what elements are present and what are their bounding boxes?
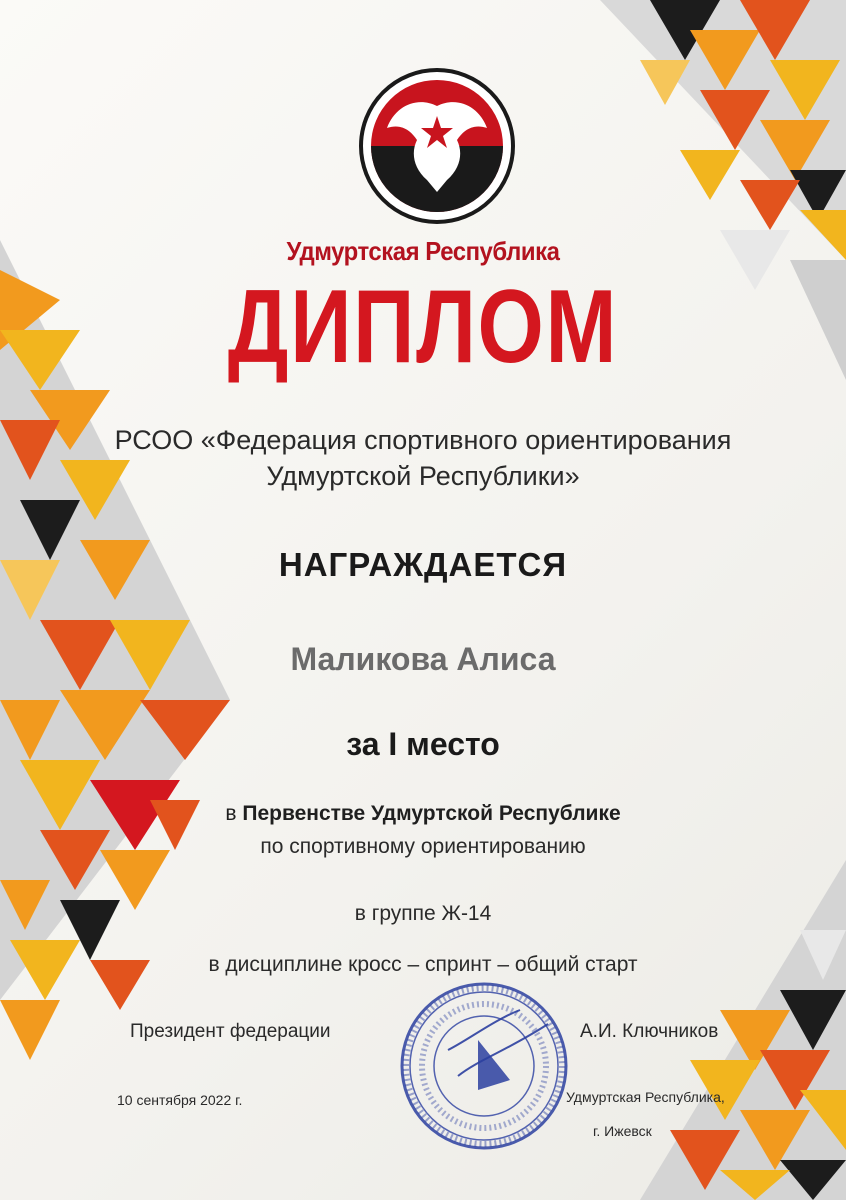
place-label: за I место <box>346 726 500 762</box>
organization-line-1: РСОО «Федерация спортивного ориентирования <box>114 425 732 455</box>
issue-place-region: Удмуртская Республика, <box>566 1089 725 1105</box>
recipient-name: Маликова Алиса <box>290 641 556 677</box>
organization-name <box>0 422 846 494</box>
issue-date: 10 сентября 2022 г. <box>117 1092 243 1108</box>
region-title: Удмуртская Республика <box>286 236 560 266</box>
signature-name: А.И. Ключников <box>580 1021 719 1042</box>
round-seal-icon <box>398 980 570 1152</box>
issue-place-city: г. Ижевск <box>593 1123 652 1139</box>
signature-role: Президент федерации <box>130 1021 331 1042</box>
event-prefix: в <box>225 802 237 825</box>
event-name: Первенстве Удмуртской Республике <box>242 802 621 825</box>
udmurt-coat-of-arms-icon <box>357 66 517 226</box>
diploma-title: ДИПЛОМ <box>227 269 619 385</box>
awarded-heading: НАГРАЖДАЕТСЯ <box>278 546 568 583</box>
organization-line-2: Удмуртской Республики» <box>266 461 580 491</box>
event-sport: по спортивному ориентированию <box>260 835 586 858</box>
event-discipline: в дисциплине кросс – спринт – общий старт <box>208 953 638 976</box>
event-name-line <box>0 802 846 826</box>
event-group: в группе Ж-14 <box>354 902 492 925</box>
